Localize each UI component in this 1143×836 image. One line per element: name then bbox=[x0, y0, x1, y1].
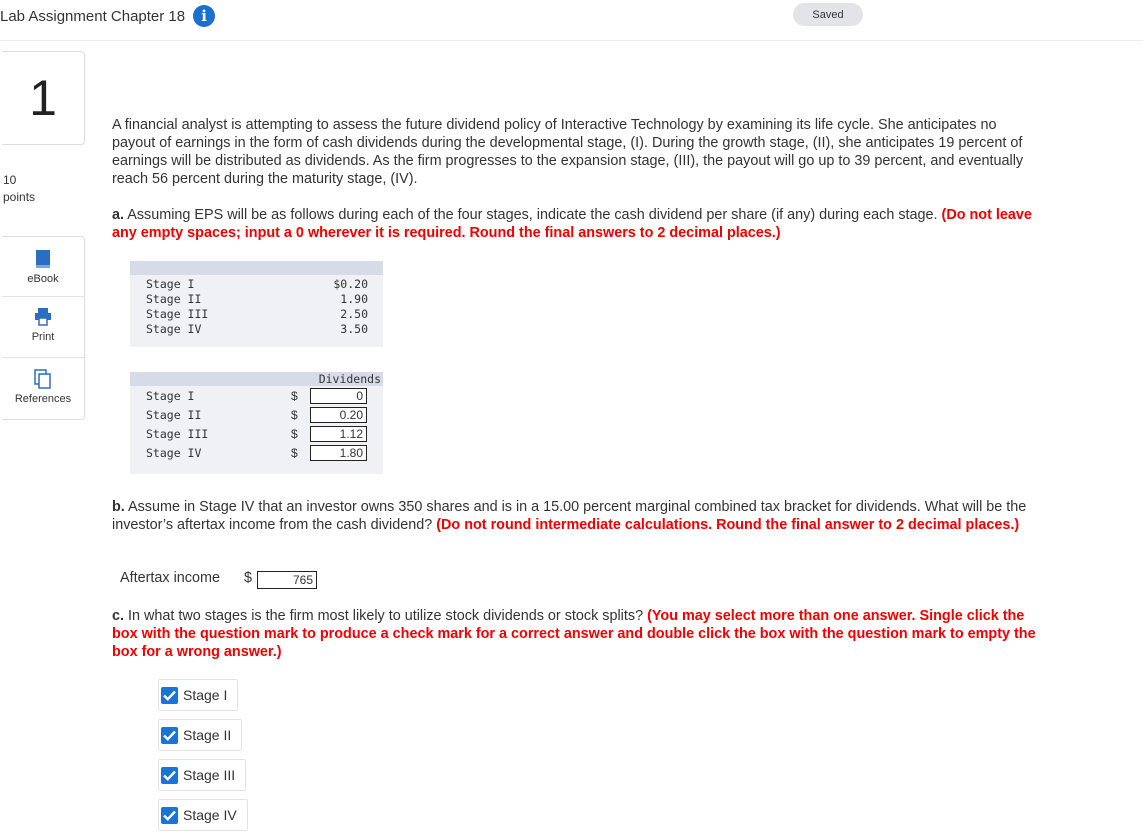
dividends-table-header bbox=[130, 372, 383, 386]
currency-symbol: $ bbox=[291, 427, 298, 441]
tools-panel bbox=[2, 236, 85, 420]
currency-symbol: $ bbox=[291, 389, 298, 403]
option-label: Stage II bbox=[183, 727, 232, 743]
tools-divider bbox=[2, 296, 84, 297]
part-b-text: Assume in Stage IV that an investor owns 350 shares and is in a 15.00 percent marginal combined tax bracket for dividends. What will be the investor’s aftertax income from the cash dividend? bbox=[112, 499, 1027, 533]
part-a-prefix: a. bbox=[112, 207, 125, 223]
part-c-prefix: c. bbox=[112, 608, 125, 624]
eps-value: $0.20 bbox=[333, 277, 368, 291]
checkmark-icon bbox=[163, 810, 176, 821]
dividends-header: Dividends bbox=[318, 372, 381, 386]
checkmark-icon bbox=[163, 690, 176, 701]
option-stage-2[interactable] bbox=[158, 719, 242, 751]
dividend-stage-label: Stage III bbox=[146, 427, 209, 441]
question-number: 1 bbox=[2, 51, 85, 145]
aftertax-income-label: Aftertax income bbox=[120, 570, 220, 586]
eps-value: 1.90 bbox=[340, 292, 368, 306]
printer-icon bbox=[34, 307, 52, 327]
eps-value: 2.50 bbox=[340, 307, 368, 321]
checkmark-icon bbox=[163, 730, 176, 741]
dividend-stage-label: Stage II bbox=[146, 408, 202, 422]
dividend-stage-label: Stage IV bbox=[146, 446, 202, 460]
dividend-input-stage-4[interactable]: 1.80 bbox=[310, 445, 367, 461]
checkbox-checked[interactable] bbox=[161, 807, 178, 824]
part-a-instruction: (Do not leave any empty spaces; input a 0 wherever it is required. Round the final answers to 2 decimal places.) bbox=[112, 207, 1032, 241]
question-intro: A financial analyst is attempting to assess the future dividend policy of Interactive Technology by examining its life cycle. She anticipates no payout of earnings in the form of cash dividends during the developmental stage, (I). During the growth stage, (II), she anticipates 19 percent of earnings will be distributed as dividends. As the firm progresses to the expansion stage, (III), the payout will go up to 39 percent, and eventually reach 56 percent during the maturity stage, (IV). bbox=[112, 117, 1024, 187]
dividend-stage-label: Stage I bbox=[146, 389, 195, 403]
eps-value: 3.50 bbox=[340, 322, 368, 336]
option-stage-1[interactable] bbox=[158, 679, 238, 711]
references-button[interactable] bbox=[2, 369, 84, 405]
currency-symbol: $ bbox=[291, 408, 298, 422]
option-label: Stage III bbox=[183, 767, 236, 783]
eps-table-header bbox=[130, 261, 383, 275]
references-label: References bbox=[14, 393, 72, 405]
eps-stage-label: Stage II bbox=[146, 292, 202, 306]
currency-symbol: $ bbox=[291, 446, 298, 460]
ebook-button[interactable] bbox=[2, 249, 84, 285]
book-icon bbox=[35, 249, 51, 269]
eps-table bbox=[130, 261, 383, 347]
eps-stage-label: Stage I bbox=[146, 277, 195, 291]
dividend-input-stage-1[interactable]: 0 bbox=[310, 388, 367, 404]
checkbox-checked[interactable] bbox=[161, 727, 178, 744]
points-value: 10 bbox=[3, 173, 17, 187]
tools-divider bbox=[2, 357, 84, 358]
info-icon[interactable]: i bbox=[193, 5, 215, 27]
aftertax-income-input[interactable]: 765 bbox=[257, 571, 317, 589]
print-label: Print bbox=[31, 331, 55, 343]
checkbox-checked[interactable] bbox=[161, 767, 178, 784]
part-b-prompt bbox=[112, 498, 1042, 534]
option-label: Stage I bbox=[183, 687, 228, 703]
part-c-instruction: (You may select more than one answer. Single click the box with the question mark to produce a check mark for a correct answer and double click the box with the question mark to empty the box for a wrong answer.) bbox=[112, 608, 1036, 660]
dividends-table bbox=[130, 372, 383, 474]
part-b-instruction: (Do not round intermediate calculations. Round the final answer to 2 decimal places.) bbox=[436, 517, 1020, 533]
eps-stage-label: Stage IV bbox=[146, 322, 202, 336]
ebook-label: eBook bbox=[27, 273, 59, 285]
checkmark-icon bbox=[163, 770, 176, 781]
header-divider bbox=[0, 40, 1143, 41]
option-label: Stage IV bbox=[183, 807, 237, 823]
assignment-title bbox=[0, 5, 215, 27]
part-b-prefix: b. bbox=[112, 499, 125, 515]
eps-stage-label: Stage III bbox=[146, 307, 209, 321]
assignment-title-text: Lab Assignment Chapter 18 bbox=[0, 7, 186, 25]
option-stage-4[interactable] bbox=[158, 799, 248, 831]
option-stage-3[interactable] bbox=[158, 759, 246, 791]
dividend-input-stage-3[interactable]: 1.12 bbox=[310, 426, 367, 442]
saved-badge: Saved bbox=[793, 3, 863, 26]
references-icon bbox=[34, 369, 52, 389]
part-c-prompt bbox=[112, 607, 1042, 661]
part-c-text: In what two stages is the firm most likely to utilize stock dividends or stock splits? bbox=[124, 608, 648, 624]
part-a-text: Assuming EPS will be as follows during each of the four stages, indicate the cash dividend per share (if any) during each stage. bbox=[124, 207, 942, 223]
dividend-input-stage-2[interactable]: 0.20 bbox=[310, 407, 367, 423]
print-button[interactable] bbox=[2, 307, 84, 343]
currency-symbol: $ bbox=[244, 570, 253, 586]
part-a-prompt bbox=[112, 206, 1042, 242]
points-label: points bbox=[3, 190, 36, 204]
checkbox-checked[interactable] bbox=[161, 687, 178, 704]
